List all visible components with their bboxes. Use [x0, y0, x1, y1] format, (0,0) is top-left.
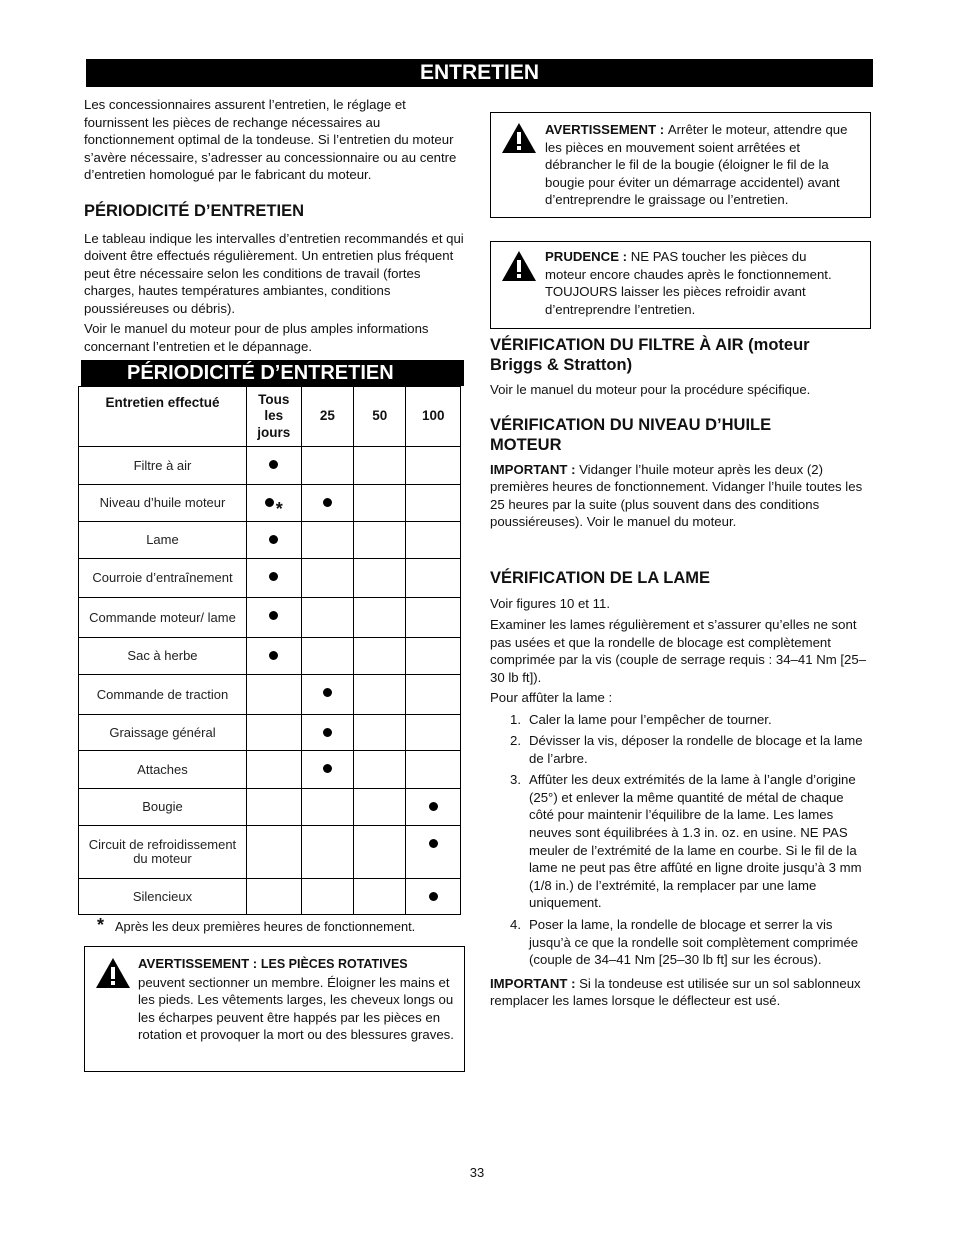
footnote-star: *	[97, 915, 105, 935]
schedule-cell	[246, 675, 301, 715]
lame-step	[490, 711, 872, 729]
header-jours-line-3: jours	[257, 424, 291, 440]
schedule-cell	[301, 447, 353, 485]
huile-text	[490, 461, 872, 531]
warning-engine-body: Arrêter le moteur, attendre que les pièces en mouvement soient arrêtées et débrancher le fil de la bougie (éloigner le fil de la bougie pour éviter un démarrage accidentel) avant d’entreprendre le graissage ou l’entretien.	[545, 122, 848, 208]
interval-dot-icon	[269, 572, 278, 581]
schedule-cell	[301, 638, 353, 675]
section-banner: ENTRETIEN	[86, 59, 873, 87]
schedule-cell	[246, 598, 301, 638]
interval-dot-icon	[269, 460, 278, 469]
schedule-cell	[301, 789, 353, 826]
schedule-cell	[301, 879, 353, 915]
interval-dot-icon	[323, 498, 332, 507]
schedule-cell	[246, 879, 301, 915]
schedule-cell	[354, 638, 406, 675]
interval-dot-icon	[269, 611, 278, 620]
schedule-cell	[406, 485, 461, 522]
schedule-table-title: PÉRIODICITÉ D’ENTRETIEN	[81, 360, 464, 386]
caution-triangle-icon	[501, 250, 537, 282]
schedule-cell	[301, 485, 353, 522]
schedule-cell	[354, 522, 406, 559]
step-number: 4.	[510, 917, 521, 933]
left-column	[84, 96, 466, 1072]
schedule-cell	[301, 675, 353, 715]
schedule-cell	[301, 826, 353, 879]
step-text: Dévisser la vis, déposer la rondelle de blocage et la lame de l’arbre.	[529, 733, 863, 766]
schedule-cell	[406, 447, 461, 485]
right-column	[490, 112, 872, 1010]
schedule-row-label: Courroie d’entraînement	[79, 559, 247, 598]
schedule-row	[79, 826, 461, 879]
lame-steps	[490, 711, 872, 969]
lame-important	[490, 975, 872, 1010]
schedule-cell	[406, 789, 461, 826]
warning-engine-stop	[490, 112, 871, 218]
header-tous-les-jours	[246, 387, 301, 447]
schedule-cell	[246, 559, 301, 598]
schedule-header-row	[79, 387, 461, 447]
schedule-row-label: Niveau d’huile moteur	[79, 485, 247, 522]
schedule-cell	[406, 879, 461, 915]
schedule-cell	[406, 826, 461, 879]
header-jours-line-1: Tous	[258, 391, 290, 407]
lame-important-label: IMPORTANT :	[490, 975, 580, 991]
warning-rotating-label: AVERTISSEMENT :	[138, 956, 261, 971]
schedule-cell	[301, 598, 353, 638]
caution-text	[545, 248, 851, 318]
schedule-row	[79, 598, 461, 638]
schedule-cell	[354, 751, 406, 789]
huile-important-body: Vidanger l’huile moteur après les deux (2) premières heures de fonctionnement. Vidanger l’huile toutes les 25 heures par la suite (plus souvent dans des conditions poussiéreuses). Voir le manuel du moteur.	[490, 461, 863, 529]
page-number: 33	[469, 1165, 485, 1180]
schedule-cell	[354, 447, 406, 485]
schedule-cell	[354, 715, 406, 751]
step-text: Caler la lame pour l’empêcher de tourner.	[529, 711, 772, 727]
warning-rotating-body: peuvent sectionner un membre. Éloigner les mains et les pieds. Les vêtements larges, les cheveux longs ou les écharpes peuvent être happés par les pièces en rotation et provoquer la mort ou des blessures graves.	[138, 974, 454, 1043]
warning-engine-text	[545, 121, 863, 209]
schedule-row-label: Attaches	[79, 751, 247, 789]
interval-dot-icon	[269, 535, 278, 544]
schedule-row	[79, 522, 461, 559]
schedule-row	[79, 789, 461, 826]
warning-triangle-icon	[501, 122, 537, 154]
schedule-table-block	[81, 360, 464, 935]
caution-label: PRUDENCE :	[545, 249, 631, 264]
schedule-cell	[246, 789, 301, 826]
interval-dot-icon	[429, 892, 438, 901]
table-footnote	[81, 915, 464, 935]
schedule-row	[79, 751, 461, 789]
step-text: Affûter les deux extrémités de la lame à l’angle d’origine (25°) et enlever la même quantité de métal de chaque côté pour maintenir l’équilibre de la lame. Les lames neuves sont équilibrées à 1.3 in. oz. en usine. NE PAS meuler de l’extrémité de la lame en courbe. Si le fil de la lame ne peut pas être affûté en ligne droite jusqu’à 3 mm (1/8 in.) de l’extrémité, la remplacer par une lame uniquement.	[529, 772, 862, 911]
step-text: Poser la lame, la rondelle de blocage et serrer la vis jusqu’à ce que la rondelle soit complètement comprimée (couple de 34–41 Nm [25–30 lb ft] sur les écrous).	[529, 917, 859, 968]
footnote-star-marker: *	[275, 499, 283, 519]
schedule-cell	[354, 826, 406, 879]
schedule-cell	[246, 751, 301, 789]
schedule-body	[79, 447, 461, 915]
lame-figures: Voir figures 10 et 11.	[490, 595, 610, 611]
schedule-cell	[246, 826, 301, 879]
schedule-cell	[246, 715, 301, 751]
interval-dot-icon	[323, 688, 332, 697]
caution-hot-parts	[490, 241, 871, 329]
warning-rotating-text	[138, 955, 458, 1044]
schedule-cell	[246, 447, 301, 485]
schedule-cell	[406, 522, 461, 559]
schedule-row-label: Graissage général	[79, 715, 247, 751]
schedule-row	[79, 879, 461, 915]
schedule-row-label: Circuit de refroidissement du moteur	[79, 826, 247, 879]
lame-sharpen-intro: Pour affûter la lame :	[490, 690, 613, 705]
huile-heading: VÉRIFICATION DU NIVEAU D’HUILE MOTEUR	[490, 415, 772, 454]
lame-important-body: Si la tondeuse est utilisée sur un sol sablonneux remplacer les lames lorsque le déflecteur est usé.	[490, 975, 861, 1009]
warning-rotating-caps: LES PIÈCES ROTATIVES	[260, 957, 408, 971]
schedule-cell	[301, 559, 353, 598]
lame-examine: Examiner les lames régulièrement et s’assurer qu’elles ne sont pas usées et que la rondelle de blocage est complètement comprimée par la vis (couple de serrage requis : 34–41 Nm [25–30 lb ft]).	[490, 617, 867, 685]
interval-dot-icon	[323, 728, 332, 737]
schedule-row	[79, 447, 461, 485]
warning-engine-label: AVERTISSEMENT :	[545, 122, 668, 137]
schedule-row-label: Bougie	[79, 789, 247, 826]
header-25: 25	[301, 387, 353, 447]
step-number: 3.	[510, 772, 521, 788]
schedule-row-label: Commande moteur/ lame	[79, 598, 247, 638]
schedule-row-label: Sac à herbe	[79, 638, 247, 675]
intro-paragraph: Les concessionnaires assurent l’entretien, le réglage et fournissent les pièces de rechange nécessaires au fonctionnement optimal de la tondeuse. Si l’entretien du moteur s’avère nécessaire, s’adresser au concessionnaire ou au centre d’entretien homologué par le fabricant du moteur.	[84, 97, 457, 182]
interval-dot-icon	[429, 839, 438, 848]
schedule-row	[79, 715, 461, 751]
schedule-row	[79, 638, 461, 675]
schedule-cell	[406, 715, 461, 751]
schedule-row-label: Commande de traction	[79, 675, 247, 715]
schedule-cell	[406, 751, 461, 789]
header-50: 50	[354, 387, 406, 447]
periodicite-heading: PÉRIODICITÉ D’ENTRETIEN	[84, 201, 305, 220]
header-jours-line-2: les	[264, 408, 284, 424]
periodicite-manual-note: Voir le manuel du moteur pour de plus amples informations concernant l’entretien et le dépannage.	[84, 321, 429, 354]
lame-heading: VÉRIFICATION DE LA LAME	[490, 568, 710, 587]
schedule-cell	[301, 751, 353, 789]
caution-body: NE PAS toucher les pièces du moteur encore chaudes après le fonctionnement. TOUJOURS laisser les pièces refroidir avant d’entreprendre l’entretien.	[545, 249, 832, 317]
schedule-cell	[354, 675, 406, 715]
schedule-row-label: Silencieux	[79, 879, 247, 915]
schedule-row	[79, 559, 461, 598]
schedule-cell	[354, 559, 406, 598]
schedule-cell	[246, 638, 301, 675]
schedule-cell	[301, 522, 353, 559]
schedule-cell	[354, 485, 406, 522]
lame-step	[490, 916, 872, 969]
schedule-cell	[406, 559, 461, 598]
schedule-cell	[246, 522, 301, 559]
schedule-cell	[354, 789, 406, 826]
footnote-text: Après les deux premières heures de fonctionnement.	[115, 919, 416, 934]
filtre-heading: VÉRIFICATION DU FILTRE À AIR (moteur Briggs & Stratton)	[490, 336, 810, 374]
schedule-cell	[246, 485, 301, 522]
schedule-cell	[301, 715, 353, 751]
schedule-cell	[406, 598, 461, 638]
warning-rotating-parts	[84, 946, 465, 1072]
schedule-cell	[354, 879, 406, 915]
periodicite-paragraph: Le tableau indique les intervalles d’entretien recommandés et qui doivent être effectués régulièrement. Un entretien plus fréquent peut être nécessaire selon les conditions de travail (fortes charges, hautes températures ambiantes, conditions poussiéreuses ou débris).	[84, 230, 464, 316]
schedule-row	[79, 485, 461, 522]
lame-step	[490, 732, 872, 767]
schedule-row-label: Lame	[79, 522, 247, 559]
schedule-cell	[406, 638, 461, 675]
interval-dot-icon	[269, 651, 278, 660]
step-number: 2.	[510, 733, 521, 749]
schedule-cell	[354, 598, 406, 638]
warning-triangle-icon	[95, 957, 131, 989]
interval-dot-icon	[323, 764, 332, 773]
schedule-row-label: Filtre à air	[79, 447, 247, 485]
schedule-cell	[406, 675, 461, 715]
lame-step	[490, 771, 872, 912]
interval-dot-icon	[265, 498, 274, 507]
schedule-row	[79, 675, 461, 715]
schedule-table	[78, 386, 461, 915]
filtre-text: Voir le manuel du moteur pour la procédure spécifique.	[490, 382, 811, 397]
header-entretien: Entretien effectué	[79, 387, 247, 447]
header-100: 100	[406, 387, 461, 447]
huile-important-label: IMPORTANT :	[490, 461, 580, 477]
interval-dot-icon	[429, 802, 438, 811]
step-number: 1.	[510, 711, 521, 727]
